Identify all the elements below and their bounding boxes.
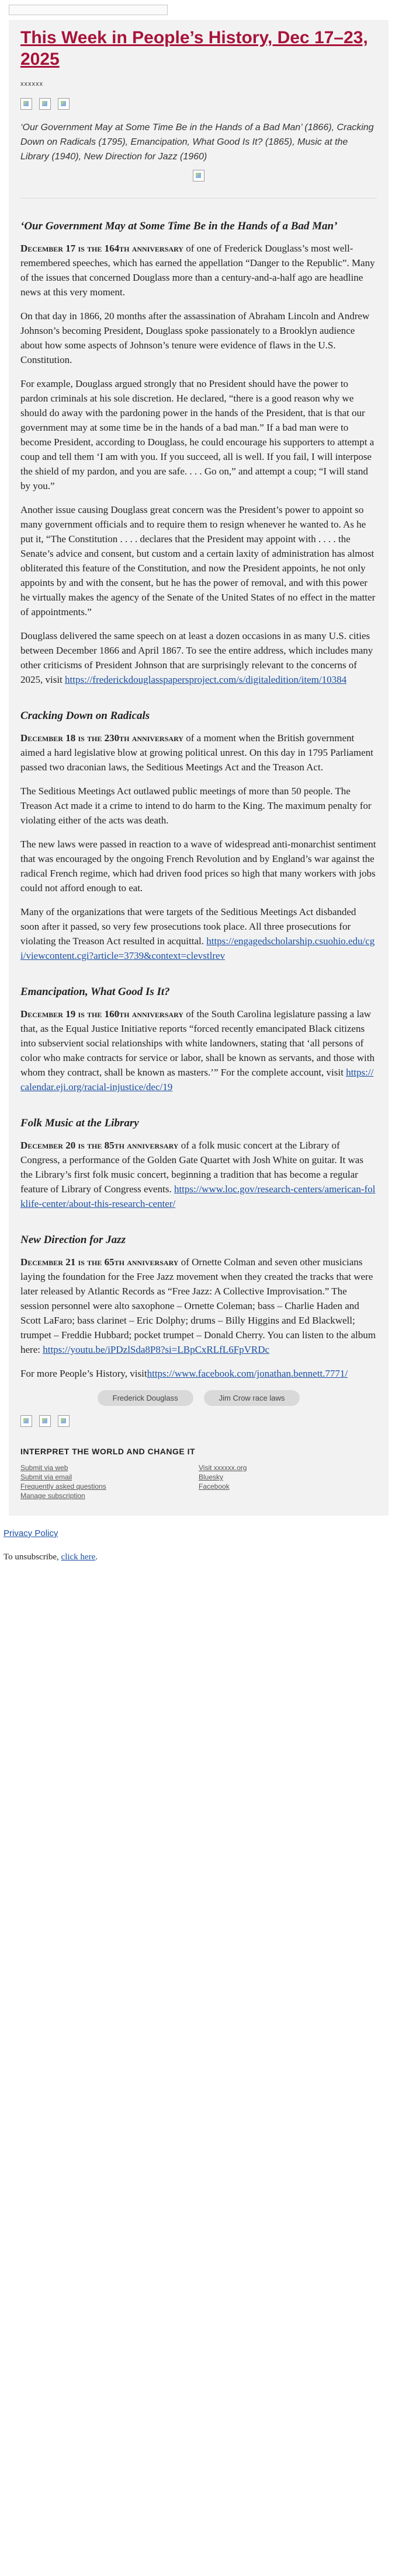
section-title: New Direction for Jazz	[20, 1234, 126, 1246]
section-title: Cracking Down on Radicals	[20, 710, 150, 722]
share-image-icon[interactable]	[20, 98, 32, 110]
footer-col-left	[20, 1463, 199, 1500]
eji-link[interactable]: https://calendar.eji.org/racial-injustice/dec/19	[20, 1067, 374, 1092]
paragraph-text: Many of the organizations that were targets of the Seditious Meetings Act disbanded soon after it passed, so very few prosecutions took place. All three prosecutions for violating the Treason Act resulted in acquittal.	[20, 906, 356, 947]
share-icons-bottom	[20, 1415, 377, 1427]
paragraph-text: Douglass delivered the same speech on at least a dozen occasions in as many U.S. cities between December 1866 and April 1867. To see the entire address, which includes many other criticisms of President Johnson that are surprisingly relevant to the concerns of 2025, visit	[20, 630, 373, 685]
paragraph-text: of one of Frederick Douglass’s most well-remembered speeches, which has earned the appellation “Danger to the Republic”. Many of the issues that concerned Douglass more than a century-and-a-half ago are headline news at this very moment.	[20, 243, 375, 298]
share-icons-top	[20, 98, 377, 110]
visit-site-link[interactable]: Visit xxxxxx.org	[199, 1464, 247, 1472]
section-paragraph	[20, 731, 377, 774]
loc-link[interactable]: https://www.loc.gov/research-centers/american-folklife-center/about-this-research-center/	[20, 1184, 376, 1209]
top-banner	[9, 0, 409, 20]
unsubscribe-suffix: .	[95, 1552, 98, 1562]
section-paragraph: The Seditious Meetings Act outlawed public meetings of more than 50 people. The Treason Act made it a crime to intend to do harm to the King. The maximum penalty for violating either of the acts was death.	[20, 786, 372, 826]
share-image-icon[interactable]	[20, 1415, 32, 1427]
banner-image-placeholder	[9, 5, 168, 15]
paragraph-text: of the South Carolina legislature passing a law that, as the Equal Justice Initiative reports “forced recently emancipated Black citizens into subservient social relationships with white landowners, stating that ‘all persons of color who make contracts for service or labor, shall be known as servants, and those with whom they contract, shall be known as masters.’” For the complete account, visit	[20, 1008, 375, 1078]
tag-jim-crow[interactable]: Jim Crow race laws	[204, 1390, 300, 1406]
section-free-jazz	[20, 1232, 377, 1381]
section-paragraph	[20, 1138, 377, 1211]
facebook-profile-link[interactable]: https://www.facebook.com/jonathan.bennett.7771/	[147, 1368, 348, 1379]
paragraph-text: of Ornette Colman and seven other musicians laying the foundation for the Free Jazz movement when they created the tracks that were later released by Atlantic Records as “Free Jazz: A Collective Improvisation.” The session personnel were alto saxophone – Ornette Coleman; bass – Charlie Haden and Scott LaFaro; bass clarinet – Eric Dolphy; drums – Billy Higgins and Ed Blackwell; trumpet – Freddie Hubbard; pocket trumpet – Donald Cherry. You can listen to the album here:	[20, 1256, 376, 1355]
section-radicals	[20, 708, 377, 963]
section-douglass	[20, 218, 377, 687]
unsubscribe-text: To unsubscribe,	[4, 1552, 61, 1562]
section-title: Folk Music at the Library	[20, 1117, 139, 1129]
tag-frederick-douglass[interactable]: Frederick Douglass	[98, 1390, 193, 1406]
youtube-link[interactable]: https://youtu.be/iPDzlSda8P8?si=LBpCxRLfL6FpVRDc	[43, 1344, 270, 1355]
section-paragraph: For example, Douglass argued strongly that no President should have the power to pardon criminals at his sole discretion. He declared, “there is a good reason why we should do away with the pardoning power in the hands of the President, that is that our government may at some time be in the hands of a bad man.” If a bad man were to become President, according to Douglass, he could encourage his supporters to attempt a coup and tell them ‘I am with you. If you succeed, all is well. If you fail, I will interpose the shield of my pardon, and you are safe. . . . Go on,” and attempt a coup; “I will stand by you.”	[20, 378, 375, 491]
section-paragraph: On that day in 1866, 20 months after the assassination of Abraham Lincoln and Andrew Johnson’s becoming President, Douglass spoke passionately to a Brooklyn audience about how some aspects of Johnson’s tenure were evidence of flaws in the U.S. Constitution.	[20, 310, 370, 365]
section-paragraph	[20, 1007, 377, 1094]
share-image-icon[interactable]	[58, 1415, 70, 1427]
tag-list	[20, 1390, 377, 1406]
section-title: ‘Our Government May at Some Time Be in the Hands of a Bad Man’	[20, 220, 338, 232]
anniversary-lead: December 17 is the 164th anniversary	[20, 243, 183, 254]
share-image-icon[interactable]	[39, 98, 51, 110]
section-paragraph	[20, 1255, 377, 1357]
anniversary-lead: December 21 is the 65th anniversary	[20, 1256, 179, 1268]
section-paragraph	[20, 1366, 377, 1381]
douglass-papers-link[interactable]: https://frederickdouglasspapersproject.com/s/digitaledition/item/10384	[65, 674, 347, 685]
section-paragraph	[20, 241, 377, 299]
paragraph-text: of a moment when the British government aimed a hard legislative blow at growing political unrest. On this day in 1795 Parliament passed two draconian laws, the Seditious Meetings Act and the Treason Act.	[20, 732, 373, 773]
submit-email-link[interactable]: Submit via email	[20, 1473, 72, 1481]
privacy-policy-link[interactable]: Privacy Policy	[4, 1528, 58, 1538]
publisher-mark: xxxxxx	[20, 81, 43, 88]
page-title[interactable]: This Week in People’s History, Dec 17–23, 2025	[20, 28, 368, 69]
privacy-line	[4, 1526, 409, 1541]
unsubscribe-line	[4, 1550, 409, 1565]
section-paragraph: Another issue causing Douglass great concern was the President’s power to appoint so many government officials and to require them to resign whenever he wanted to. As he put it, “The Constitution . . . . declares that the President may appoint with . . . . the Senate’s advice and consent, but custom and a certain laxity of administration has almost obliterated this feature of the Constitution, and now the President appoints, he not only appoints by and with the consent, but he has the power of removal, and with this power he virtually makes the agency of the Senate of the United States of no effect in the matter of appointments.”	[20, 504, 376, 617]
bluesky-link[interactable]: Bluesky	[199, 1473, 224, 1481]
section-paragraph	[20, 629, 377, 687]
email-footer	[0, 1516, 409, 1576]
share-image-icon[interactable]	[58, 98, 70, 110]
anniversary-lead: December 18 is the 230th anniversary	[20, 732, 183, 744]
manage-subscription-link[interactable]: Manage subscription	[20, 1492, 85, 1500]
section-emancipation	[20, 984, 377, 1094]
footer-col-right	[199, 1463, 377, 1500]
submit-web-link[interactable]: Submit via web	[20, 1464, 68, 1472]
scholarship-link[interactable]: https://engagedscholarship.csuohio.edu/cgi/viewcontent.cgi?article=3739&context=clevstlrev	[20, 936, 375, 961]
unsubscribe-link[interactable]: click here	[61, 1552, 96, 1562]
paragraph-text: of a folk music concert at the Library of Congress, a performance of the Golden Gate Quartet with Josh White on guitar. It was the Library’s first folk music concert, beginning a tradition that has become a regular feature of Library of Congress events.	[20, 1140, 363, 1195]
anniversary-lead: December 19 is the 160th anniversary	[20, 1008, 183, 1020]
footer-title: INTERPRET THE WORLD AND CHANGE IT	[20, 1447, 196, 1456]
section-paragraph: The new laws were passed in reaction to a wave of widespread anti-monarchist sentiment that was encouraged by the ongoing French Revolution and by England’s war against the radical French regime, which had driven food prices so high that many workers with jobs could not afford enough to eat.	[20, 839, 376, 893]
section-paragraph	[20, 905, 377, 963]
broken-image-icon	[193, 170, 204, 181]
section-folk-music	[20, 1115, 377, 1211]
share-image-icon[interactable]	[39, 1415, 51, 1427]
facebook-link[interactable]: Facebook	[199, 1482, 230, 1491]
footer-links	[20, 1463, 377, 1500]
paragraph-text: For more People’s History, visit	[20, 1368, 147, 1379]
anniversary-lead: December 20 is the 85th anniversary	[20, 1140, 179, 1151]
faq-link[interactable]: Frequently asked questions	[20, 1482, 106, 1491]
section-title: Emancipation, What Good Is It?	[20, 986, 170, 998]
newsletter-card	[9, 20, 389, 1516]
intro-summary: ‘Our Government May at Some Time Be in the Hands of a Bad Man’ (1866), Cracking Down on Radicals (1795), Emancipation, What Good Is It? (1865), Music at the Library (1940), New Direction for Jazz (1960)	[20, 123, 374, 162]
intro-image	[20, 170, 377, 181]
